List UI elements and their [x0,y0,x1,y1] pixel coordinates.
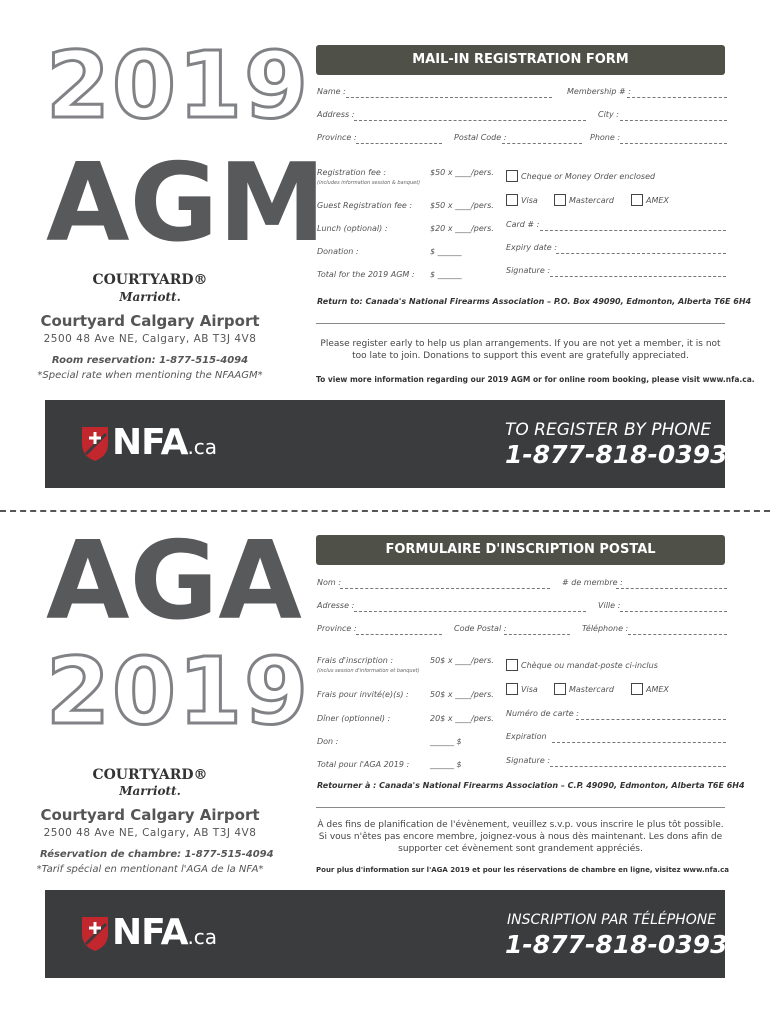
expiry-field[interactable] [552,742,726,743]
total-amount[interactable]: $ ______ [430,270,462,279]
name-label: Nom : [317,578,341,587]
lunch-label: Lunch (optional) : [317,224,388,233]
signature-field[interactable] [550,276,726,277]
city-label: City : [598,110,619,119]
registration-fee-price[interactable]: 50$ x ____/pers. [430,656,494,665]
return-address: Retourner à : Canada's National Firearms Association – C.P. 49090, Edmonton, Alberta T6E 6H4 [317,781,745,790]
signature-label: Signature : [506,266,551,275]
guest-fee-label: Guest Registration fee : [317,201,413,210]
postal-field[interactable] [502,143,582,144]
courtyard-logo: COURTYARD® [92,272,208,288]
cheque-checkbox[interactable] [506,170,518,182]
phone-number[interactable]: 1-877-818-0393 [505,440,728,469]
expiry-field[interactable] [556,253,726,254]
room-reservation: Room reservation: 1-877-515-4094 [51,355,249,366]
donation-amount[interactable]: $ ______ [430,247,462,256]
registration-fee-label: Registration fee : [317,168,387,177]
marriott-logo: Marriott. [119,290,181,304]
total-amount[interactable]: ______ $ [430,760,462,769]
hotel-name: Courtyard Calgary Airport [40,806,260,824]
return-address: Return to: Canada's National Firearms Association – P.O. Box 49090, Edmonton, Alberta T6E 6H4 [317,297,752,306]
cheque-checkbox[interactable] [506,659,518,671]
year-heading: 2019 [46,638,311,745]
aga-heading: AGA [46,519,302,644]
city-field[interactable] [620,611,727,612]
form-title: MAIL-IN REGISTRATION FORM [316,45,725,75]
name-field[interactable] [340,588,550,589]
membership-label: # de membre : [562,578,623,587]
room-reservation: Réservation de chambre: 1-877-515-4094 [40,849,274,860]
card-number-label: Card # : [506,220,540,229]
nfa-shield-icon [80,914,110,952]
cut-line [0,510,770,512]
membership-label: Membership # : [567,87,631,96]
hotel-name: Courtyard Calgary Airport [40,312,260,330]
card-number-field[interactable] [540,230,726,231]
donation-label: Donation : [317,247,359,256]
special-rate: *Tarif spécial en mentionant l'AGA de la NFA* [36,864,264,875]
registration-fee-note: (includes information session & banquet) [317,180,421,186]
phone-field[interactable] [628,634,727,635]
amex-checkbox[interactable] [631,683,643,695]
amex-label: AMEX [646,196,669,205]
phone-label: TO REGISTER BY PHONE [505,420,712,440]
registration-fee-label: Frais d'inscription : [317,656,394,665]
guest-fee-label: Frais pour invité(e)(s) : [317,690,409,699]
phone-label: INSCRIPTION PAR TÉLÉPHONE [507,912,717,928]
special-rate: *Special rate when mentioning the NFAAGM* [37,370,263,381]
donation-amount[interactable]: ______ $ [430,737,462,746]
visa-label: Visa [521,196,538,205]
amex-label: AMEX [646,685,669,694]
notice-text: À des fins de planification de l'évènement, veuillez s.v.p. vous inscrire le plus tôt possible. Si vous n'êtes pas encore membre, joignez-vous à nous dès maintenant. Les dons afin de supporter cet évènement sont grandement appréciés. [317,820,724,855]
mastercard-label: Mastercard [569,685,614,694]
hotel-address: 2500 48 Ave NE, Calgary, AB T3J 4V8 [43,827,257,839]
guest-fee-price[interactable]: $50 x ____/pers. [430,201,494,210]
hotel-address: 2500 48 Ave NE, Calgary, AB T3J 4V8 [43,333,257,345]
form-title: FORMULAIRE D'INSCRIPTION POSTAL [316,535,725,565]
address-field[interactable] [354,120,586,121]
mastercard-label: Mastercard [569,196,614,205]
city-label: Ville : [598,601,621,610]
postal-label: Code Postal : [454,624,507,633]
province-field[interactable] [356,143,442,144]
visa-label: Visa [521,685,538,694]
divider [316,807,725,808]
registration-fee-price[interactable]: $50 x ____/pers. [430,168,494,177]
postal-field[interactable] [504,634,570,635]
address-label: Adresse : [317,601,355,610]
info-text: To view more information regarding our 2019 AGM or for online room booking, please visit www.nfa.ca. [316,375,755,384]
membership-field[interactable] [616,588,727,589]
total-label: Total for the 2019 AGM : [317,270,415,279]
lunch-label: Dîner (optionnel) : [317,714,391,723]
info-text: Pour plus d'information sur l'AGA 2019 et pour les réservations de chambre en ligne, visitez www.nfa.ca [316,866,729,874]
phone-number[interactable]: 1-877-818-0393 [505,930,728,959]
province-field[interactable] [356,634,442,635]
nfa-logo[interactable]: NFA.ca [112,912,218,953]
province-label: Province : [317,624,357,633]
city-field[interactable] [620,120,727,121]
phone-label: Phone : [590,133,621,142]
visa-checkbox[interactable] [506,194,518,206]
marriott-logo: Marriott. [119,784,181,798]
membership-field[interactable] [627,97,727,98]
expiry-label: Expiration [506,732,547,741]
notice-text: Please register early to help us plan arrangements. If you are not yet a member, it is not too late to join. Donations to support this event are gratefully appreciated. [320,339,721,362]
name-field[interactable] [346,97,552,98]
postal-label: Postal Code : [454,133,507,142]
signature-field[interactable] [550,766,726,767]
card-number-field[interactable] [576,719,726,720]
phone-field[interactable] [620,143,727,144]
agm-heading: AGM [46,141,326,266]
cheque-label: Cheque or Money Order enclosed [521,172,656,181]
total-label: Total pour l'AGA 2019 : [317,760,410,769]
province-label: Province : [317,133,357,142]
visa-checkbox[interactable] [506,683,518,695]
cheque-label: Chèque ou mandat-poste ci-inclus [521,661,658,670]
address-field[interactable] [354,611,586,612]
donation-label: Don : [317,737,339,746]
mastercard-checkbox[interactable] [554,683,566,695]
phone-banner [45,890,728,978]
lunch-price[interactable]: $20 x ____/pers. [430,224,494,233]
mastercard-checkbox[interactable] [554,194,566,206]
address-label: Address : [317,110,355,119]
card-number-label: Numéro de carte : [506,709,579,718]
nfa-shield-icon [80,424,110,462]
signature-label: Signature : [506,756,551,765]
lunch-price[interactable]: 20$ x ____/pers. [430,714,494,723]
registration-fee-note: (inclus session d'information et banquet) [317,668,420,674]
amex-checkbox[interactable] [631,194,643,206]
phone-banner [45,400,728,488]
nfa-logo[interactable]: NFA.ca [112,422,218,463]
name-label: Name : [317,87,346,96]
guest-fee-price[interactable]: 50$ x ____/pers. [430,690,494,699]
courtyard-logo: COURTYARD® [92,767,208,783]
divider [316,323,725,324]
phone-label: Téléphone : [582,624,629,633]
expiry-label: Expiry date : [506,243,557,252]
year-heading: 2019 [46,32,311,139]
